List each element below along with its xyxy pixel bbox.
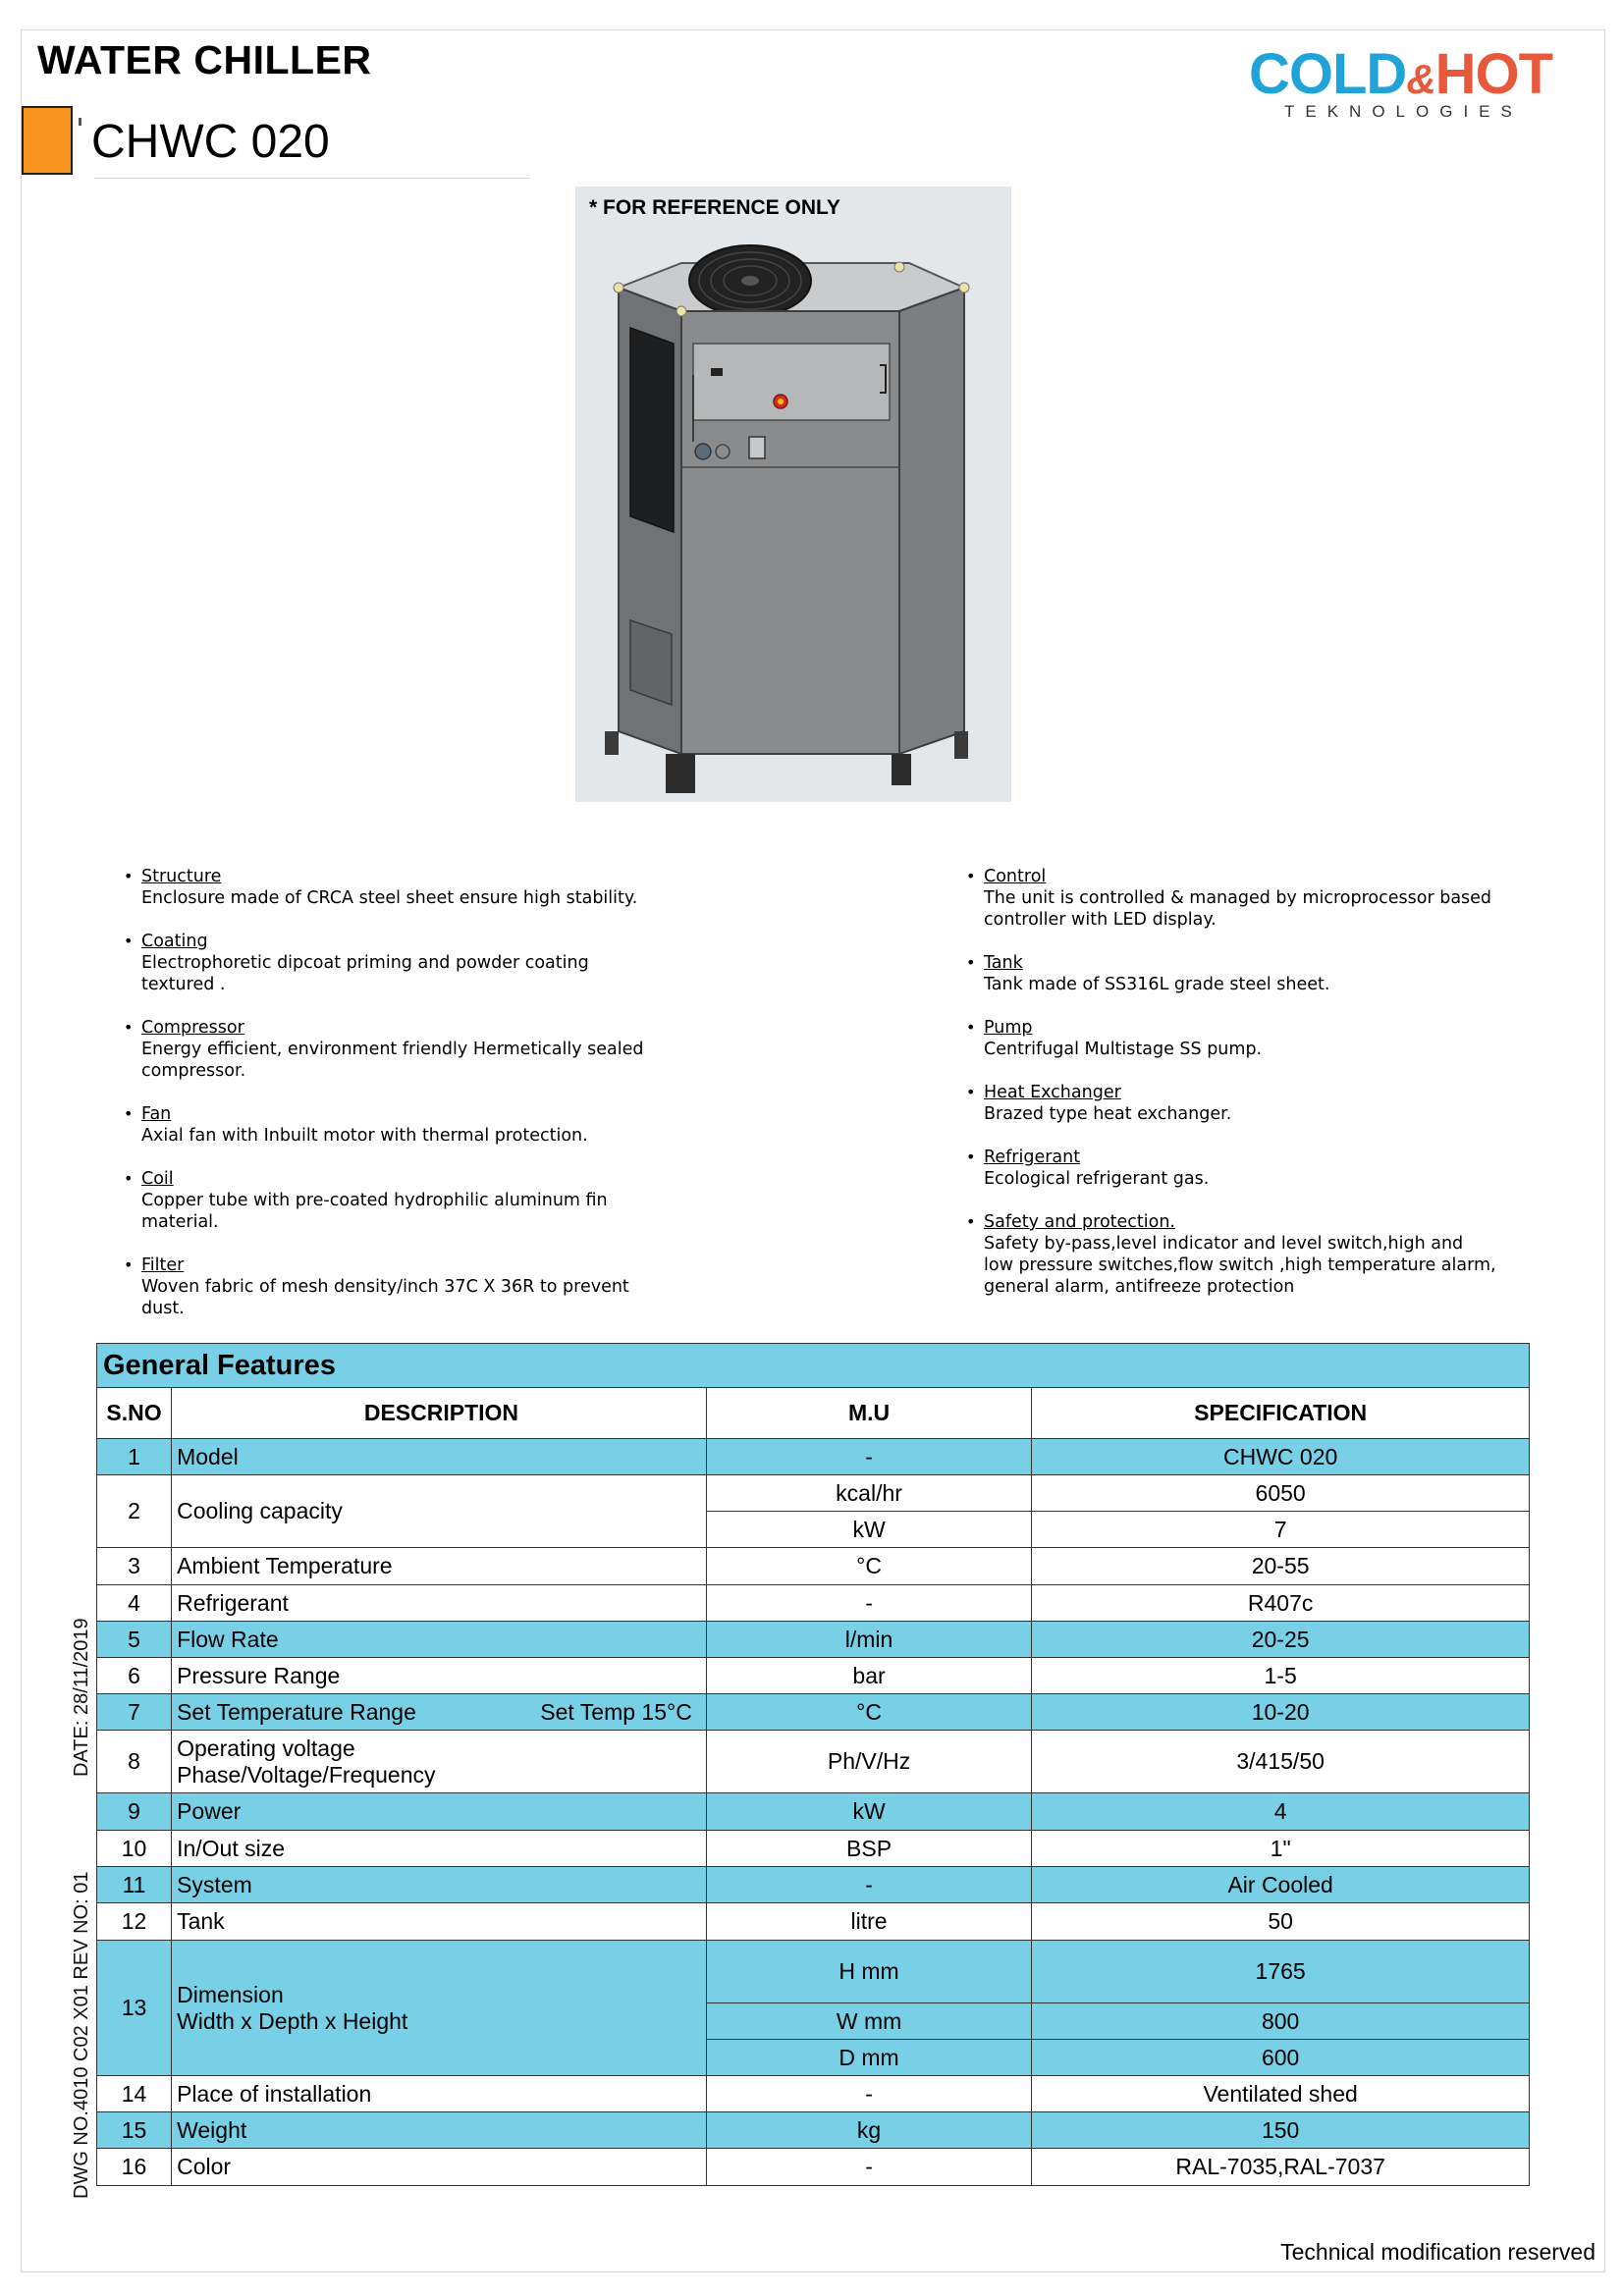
feature-desc: Copper tube with pre-coated hydrophilic aluminum fin material. bbox=[141, 1191, 608, 1232]
cell-spec: 7 bbox=[1032, 1512, 1530, 1548]
cell-spec: 150 bbox=[1032, 2112, 1530, 2149]
feature-name: Coating bbox=[141, 932, 208, 951]
product-image-panel bbox=[575, 187, 1011, 802]
cell-mu: D mm bbox=[706, 2040, 1031, 2076]
feature-desc: Brazed type heat exchanger. bbox=[984, 1104, 1232, 1124]
table-row bbox=[97, 1622, 1530, 1658]
desc-line-1: Operating voltage bbox=[177, 1735, 355, 1761]
cell-spec: 1" bbox=[1032, 1831, 1530, 1867]
logo-subtitle: TEKNOLOGIES bbox=[1284, 102, 1523, 121]
cell-mu: - bbox=[706, 1439, 1031, 1475]
cell-no: 16 bbox=[97, 2149, 172, 2186]
feature-name: Structure bbox=[141, 867, 222, 886]
cell-mu: W mm bbox=[706, 2003, 1031, 2040]
cell-desc: Refrigerant bbox=[172, 1585, 707, 1622]
cell-no: 3 bbox=[97, 1548, 172, 1585]
logo-hot: HOT bbox=[1434, 42, 1553, 106]
table-row bbox=[97, 1731, 1530, 1793]
features-right-list bbox=[966, 866, 1555, 1298]
cell-mu: °C bbox=[706, 1548, 1031, 1585]
feature-coil bbox=[124, 1168, 713, 1233]
cell-desc: Ambient Temperature bbox=[172, 1548, 707, 1585]
document-title: WATER CHILLER bbox=[37, 37, 372, 82]
table-row bbox=[97, 1793, 1530, 1831]
feature-desc: Centrifugal Multistage SS pump. bbox=[984, 1040, 1263, 1059]
cell-spec: 3/415/50 bbox=[1032, 1731, 1530, 1793]
feature-name: Safety and protection. bbox=[984, 1212, 1175, 1232]
bullet-icon: • bbox=[124, 1255, 134, 1274]
cell-mu: kW bbox=[706, 1793, 1031, 1831]
table-row bbox=[97, 2076, 1530, 2112]
cell-spec: 10-20 bbox=[1032, 1694, 1530, 1731]
bullet-icon: • bbox=[124, 1169, 134, 1188]
orange-accent-box bbox=[22, 106, 73, 175]
table-title-row bbox=[97, 1344, 1530, 1388]
model-title-mark bbox=[79, 118, 81, 126]
feature-desc: Woven fabric of mesh density/inch 37C X 36R to prevent dust. bbox=[141, 1277, 629, 1318]
feature-desc: The unit is controlled & managed by microprocessor based controller with LED display. bbox=[984, 888, 1492, 930]
cell-no: 10 bbox=[97, 1831, 172, 1867]
cell-mu: H mm bbox=[706, 1941, 1031, 2003]
cell-desc: Weight bbox=[172, 2112, 707, 2149]
cell-mu: kW bbox=[706, 1512, 1031, 1548]
table-row bbox=[97, 1658, 1530, 1694]
feature-name: Tank bbox=[984, 953, 1023, 973]
cell-spec: Ventilated shed bbox=[1032, 2076, 1530, 2112]
table-row bbox=[97, 1475, 1530, 1512]
cell-spec: CHWC 020 bbox=[1032, 1439, 1530, 1475]
cell-mu: kg bbox=[706, 2112, 1031, 2149]
cell-spec: 4 bbox=[1032, 1793, 1530, 1831]
cell-desc bbox=[172, 1694, 707, 1731]
feature-name: Heat Exchanger bbox=[984, 1083, 1121, 1102]
cell-spec: R407c bbox=[1032, 1585, 1530, 1622]
feature-structure bbox=[124, 866, 713, 909]
cell-desc: Place of installation bbox=[172, 2076, 707, 2112]
feature-tank bbox=[966, 952, 1555, 995]
cell-desc bbox=[172, 1941, 707, 2076]
feature-desc: Tank made of SS316L grade steel sheet. bbox=[984, 975, 1330, 994]
feature-safety bbox=[966, 1211, 1555, 1298]
feature-name: Refrigerant bbox=[984, 1148, 1081, 1167]
feature-desc: Enclosure made of CRCA steel sheet ensure high stability. bbox=[141, 888, 638, 908]
feature-desc: Safety by-pass,level indicator and level switch,high and low pressure switches,flow switch ,high temperature alarm, general alarm, antifreeze protection bbox=[984, 1234, 1496, 1297]
cell-mu: °C bbox=[706, 1694, 1031, 1731]
feature-pump bbox=[966, 1017, 1555, 1060]
cell-desc: Pressure Range bbox=[172, 1658, 707, 1694]
header-specification: SPECIFICATION bbox=[1032, 1388, 1530, 1439]
header-description: DESCRIPTION bbox=[172, 1388, 707, 1439]
table-row bbox=[97, 1439, 1530, 1475]
model-title: CHWC 020 bbox=[91, 116, 330, 168]
cell-mu: - bbox=[706, 2076, 1031, 2112]
cell-spec: 20-55 bbox=[1032, 1548, 1530, 1585]
side-drawing-number: DWG NO.4010 C02 X01 REV NO: 01 bbox=[71, 1871, 92, 2199]
feature-desc: Ecological refrigerant gas. bbox=[984, 1169, 1210, 1189]
feature-control bbox=[966, 866, 1555, 931]
cell-mu: l/min bbox=[706, 1622, 1031, 1658]
cell-no: 9 bbox=[97, 1793, 172, 1831]
cell-mu: bar bbox=[706, 1658, 1031, 1694]
cell-mu: Ph/V/Hz bbox=[706, 1731, 1031, 1793]
cell-desc: In/Out size bbox=[172, 1831, 707, 1867]
cell-mu: litre bbox=[706, 1903, 1031, 1941]
cell-desc: Model bbox=[172, 1439, 707, 1475]
feature-name: Fan bbox=[141, 1104, 172, 1124]
cell-no: 1 bbox=[97, 1439, 172, 1475]
table-row bbox=[97, 1831, 1530, 1867]
desc-line-2: Width x Depth x Height bbox=[177, 2007, 408, 2034]
cell-desc: Tank bbox=[172, 1903, 707, 1941]
cell-spec: RAL-7035,RAL-7037 bbox=[1032, 2149, 1530, 2186]
cell-desc: Cooling capacity bbox=[172, 1475, 707, 1548]
cell-no: 8 bbox=[97, 1731, 172, 1793]
features-left-list bbox=[124, 866, 713, 1319]
table-section-title: General Features bbox=[97, 1344, 1530, 1388]
feature-filter bbox=[124, 1255, 713, 1319]
cell-spec: 50 bbox=[1032, 1903, 1530, 1941]
table-row bbox=[97, 1585, 1530, 1622]
reference-caption: * FOR REFERENCE ONLY bbox=[589, 196, 840, 219]
cell-desc: Color bbox=[172, 2149, 707, 2186]
feature-name: Compressor bbox=[141, 1018, 244, 1038]
chiller-illustration bbox=[575, 187, 1011, 802]
desc-line-1: Dimension bbox=[177, 1981, 284, 2007]
table-row bbox=[97, 2112, 1530, 2149]
header-mu: M.U bbox=[706, 1388, 1031, 1439]
cell-desc: System bbox=[172, 1867, 707, 1903]
company-logo bbox=[1249, 41, 1573, 130]
feature-compressor bbox=[124, 1017, 713, 1082]
cell-desc bbox=[172, 1731, 707, 1793]
cell-no: 4 bbox=[97, 1585, 172, 1622]
feature-heat-exchanger bbox=[966, 1082, 1555, 1125]
feature-fan bbox=[124, 1103, 713, 1147]
cell-no: 15 bbox=[97, 2112, 172, 2149]
feature-refrigerant bbox=[966, 1147, 1555, 1190]
header-sno: S.NO bbox=[97, 1388, 172, 1439]
cell-mu: - bbox=[706, 2149, 1031, 2186]
cell-spec: 800 bbox=[1032, 2003, 1530, 2040]
cell-spec: Air Cooled bbox=[1032, 1867, 1530, 1903]
cell-no: 6 bbox=[97, 1658, 172, 1694]
feature-coating bbox=[124, 931, 713, 995]
cell-mu: - bbox=[706, 1867, 1031, 1903]
bullet-icon: • bbox=[966, 953, 976, 972]
logo-wordmark bbox=[1249, 41, 1552, 107]
cell-no: 5 bbox=[97, 1622, 172, 1658]
feature-name: Coil bbox=[141, 1169, 174, 1189]
cell-no: 14 bbox=[97, 2076, 172, 2112]
cell-no: 12 bbox=[97, 1903, 172, 1941]
bullet-icon: • bbox=[124, 1104, 134, 1123]
cell-no: 13 bbox=[97, 1941, 172, 2076]
cell-desc: Power bbox=[172, 1793, 707, 1831]
cell-mu: - bbox=[706, 1585, 1031, 1622]
table-row bbox=[97, 1548, 1530, 1585]
table-header-row bbox=[97, 1388, 1530, 1439]
cell-spec: 600 bbox=[1032, 2040, 1530, 2076]
desc-line-2: Phase/Voltage/Frequency bbox=[177, 1761, 436, 1788]
set-temp-note: Set Temp 15°C bbox=[540, 1698, 692, 1725]
desc-text: Set Temperature Range bbox=[177, 1698, 416, 1725]
model-title-underline bbox=[94, 178, 530, 179]
bullet-icon: • bbox=[124, 867, 134, 885]
feature-name: Pump bbox=[984, 1018, 1033, 1038]
cell-mu: kcal/hr bbox=[706, 1475, 1031, 1512]
feature-desc: Axial fan with Inbuilt motor with thermal protection. bbox=[141, 1126, 588, 1146]
bullet-icon: • bbox=[124, 1018, 134, 1037]
logo-amp: & bbox=[1406, 56, 1435, 102]
side-date-text: DATE: 28/11/2019 bbox=[71, 1618, 92, 1777]
logo-cold: COLD bbox=[1249, 42, 1407, 106]
table-row bbox=[97, 1903, 1530, 1941]
feature-name: Control bbox=[984, 867, 1047, 886]
bullet-icon: • bbox=[124, 932, 134, 950]
desc-wrap bbox=[177, 1699, 706, 1726]
bullet-icon: • bbox=[966, 867, 976, 885]
cell-desc: Flow Rate bbox=[172, 1622, 707, 1658]
general-features-table bbox=[96, 1343, 1530, 2186]
cell-no: 7 bbox=[97, 1694, 172, 1731]
table-row bbox=[97, 1867, 1530, 1903]
cell-spec: 1-5 bbox=[1032, 1658, 1530, 1694]
bullet-icon: • bbox=[966, 1148, 976, 1166]
cell-spec: 1765 bbox=[1032, 1941, 1530, 2003]
bullet-icon: • bbox=[966, 1212, 976, 1231]
feature-desc: Energy efficient, environment friendly Hermetically sealed compressor. bbox=[141, 1040, 644, 1081]
cell-spec: 6050 bbox=[1032, 1475, 1530, 1512]
feature-desc: Electrophoretic dipcoat priming and powder coating textured . bbox=[141, 953, 589, 994]
cell-no: 2 bbox=[97, 1475, 172, 1548]
feature-name: Filter bbox=[141, 1255, 185, 1275]
cell-no: 11 bbox=[97, 1867, 172, 1903]
table-row bbox=[97, 2149, 1530, 2186]
table-row bbox=[97, 1694, 1530, 1731]
table-row bbox=[97, 1941, 1530, 2003]
footer-note: Technical modification reserved bbox=[1280, 2239, 1596, 2265]
bullet-icon: • bbox=[966, 1018, 976, 1037]
bullet-icon: • bbox=[966, 1083, 976, 1101]
cell-spec: 20-25 bbox=[1032, 1622, 1530, 1658]
cell-mu: BSP bbox=[706, 1831, 1031, 1867]
